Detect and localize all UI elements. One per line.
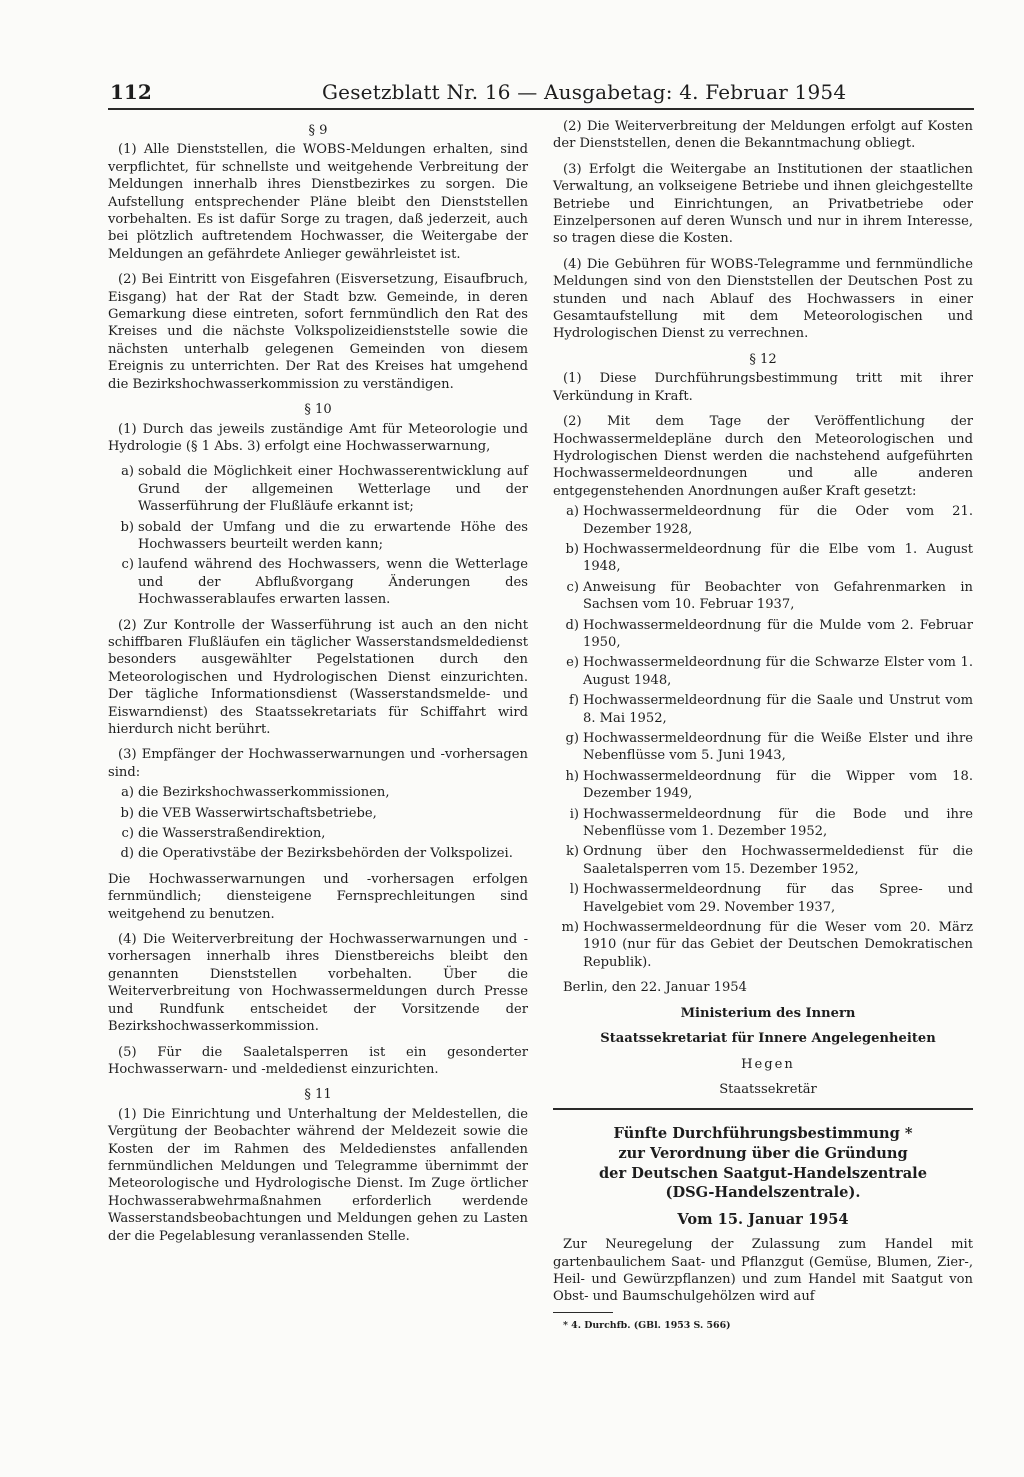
signer-title: Staatssekretär bbox=[719, 1081, 817, 1097]
section-heading: § 10 bbox=[304, 402, 332, 418]
place-date: Berlin, den 22. Januar 1954 bbox=[563, 980, 747, 996]
list-item bbox=[108, 556, 528, 608]
list-text: Hochwassermeldeordnung für die Mulde vom 2. Februar 1950, bbox=[583, 617, 973, 650]
list-text: laufend während des Hochwassers, wenn die Wetterlage und der Abflußvorgang Änderungen des Hochwasserablaufes erwarten lassen. bbox=[138, 557, 528, 608]
paragraph: Zur Neuregelung der Zulassung zum Handel mit gartenbaulichem Saat- und Pflanzgut (Gemüse, Blumen, Zier-, Heil- und Gewürzpflanzen) und zum Handel mit Saatgut von Obst- und Baumschulgehölzen wird auf bbox=[553, 1237, 973, 1305]
paragraph: (4) Die Gebühren für WOBS-Telegramme und fernmündliche Meldungen sind von den Dienststellen der Deutschen Post zu stunden und nach Ablauf des Hochwassers in einer Gesamtaufstellung mit dem Meteorologischen und Hydrologischen Dienst zu verrechnen. bbox=[553, 256, 973, 342]
regulation-title bbox=[553, 1124, 973, 1202]
list-item bbox=[553, 768, 973, 803]
list-item bbox=[553, 806, 973, 841]
list-label: d) bbox=[565, 617, 579, 633]
paragraph: (3) Erfolgt die Weitergabe an Institutionen der staatlichen Verwaltung, an volkseigene Betriebe und ihnen gleichgestellte Betriebe und Einrichtungen, an Privatbetriebe oder Einzelpersonen auf deren Wunsch und nur in ihrem Interesse, so tragen diese die Kosten. bbox=[553, 161, 973, 247]
paragraph: (4) Die Weiterverbreitung der Hochwasserwarnungen und -vorhersagen innerhalb ihres Dienstbereichs bleibt den genannten Dienststellen vorbehalten. Über die Weiterverbreitung von Hochwassermeldungen durch Presse und Rundfunk entscheidet der Vorsitzende der Bezirkshochwasserkommission. bbox=[108, 932, 528, 1035]
list-label: c) bbox=[121, 557, 134, 573]
list-text: die Bezirkshochwasserkommissionen, bbox=[138, 785, 390, 801]
list-item bbox=[108, 784, 528, 801]
list-text: die VEB Wasserwirtschaftsbetriebe, bbox=[138, 805, 377, 821]
list-item bbox=[553, 541, 973, 576]
list-item bbox=[553, 503, 973, 538]
paragraph: (5) Für die Saaletalsperren ist ein gesonderter Hochwasserwarn- und -meldedienst einzurichten. bbox=[108, 1044, 528, 1077]
list bbox=[108, 463, 528, 608]
section-heading: § 11 bbox=[304, 1087, 332, 1103]
section-heading: § 9 bbox=[308, 123, 328, 138]
list-text: Hochwassermeldeordnung für die Wipper vom 18. Dezember 1949, bbox=[583, 768, 973, 802]
list-item bbox=[553, 617, 973, 652]
paragraph: (1) Durch das jeweils zuständige Amt für Meteorologie und Hydrologie (§ 1 Abs. 3) erfolgt eine Hochwasserwarnung, bbox=[108, 421, 528, 454]
list-item bbox=[553, 881, 973, 916]
title-line: der Deutschen Saatgut-Handelszentrale bbox=[598, 1164, 928, 1182]
list-text: Hochwassermeldeordnung für die Oder vom 21. Dezember 1928, bbox=[583, 504, 973, 537]
paragraph: Die Hochwasserwarnungen und -vorhersagen erfolgen fernmündlich; diensteigene Fernsprechleitungen sind weitgehend zu benutzen. bbox=[108, 871, 528, 922]
list-text: Hochwassermeldeordnung für die Bode und ihre Nebenflüsse vom 1. Dezember 1952, bbox=[583, 806, 973, 840]
list-item bbox=[553, 843, 973, 878]
list bbox=[108, 784, 528, 863]
list-item bbox=[108, 463, 528, 515]
list-text: Hochwassermeldeordnung für die Elbe vom 1. August 1948, bbox=[583, 541, 973, 575]
page-number: 112 bbox=[110, 80, 152, 104]
paragraph: (3) Empfänger der Hochwasserwarnungen und -vorhersagen sind: bbox=[108, 747, 528, 780]
list-text: Hochwassermeldeordnung für die Weiße Elster und ihre Nebenflüsse vom 5. Juni 1943, bbox=[583, 731, 973, 764]
page-title: Gesetzblatt Nr. 16 — Ausgabetag: 4. Februar 1954 bbox=[322, 80, 847, 104]
signer-name: Hegen bbox=[741, 1056, 795, 1072]
title-line: zur Verordnung über die Gründung bbox=[618, 1144, 908, 1162]
right-column bbox=[553, 118, 973, 1342]
page-header bbox=[110, 78, 970, 106]
paragraph: (2) Die Weiterverbreitung der Meldungen erfolgt auf Kosten der Dienststellen, denen die Bekanntmachung obliegt. bbox=[553, 119, 973, 152]
paragraph: (2) Mit dem Tage der Veröffentlichung der Hochwassermeldepläne durch den Meteorologischen und Hydrologischen Dienst werden die nachstehend aufgeführten Hochwassermeldeordnungen und alle anderen entgegenstehenden Anordnungen außer Kraft gesetzt: bbox=[553, 414, 973, 499]
list-label: k) bbox=[565, 844, 579, 860]
list-text: Anweisung für Beobachter von Gefahrenmarken in Sachsen vom 10. Februar 1937, bbox=[583, 579, 973, 613]
list-text: Hochwassermeldeordnung für die Saale und Unstrut vom 8. Mai 1952, bbox=[583, 693, 973, 726]
list-item bbox=[108, 519, 528, 554]
list-label: e) bbox=[566, 655, 579, 671]
title-line: (DSG-Handelszentrale). bbox=[665, 1184, 861, 1202]
list-label: a) bbox=[121, 464, 134, 480]
list-text: Hochwassermeldeordnung für die Weser vom 20. März 1910 (nur für das Gebiet der Deutschen Demokratischen Republik). bbox=[583, 920, 973, 970]
list-text: sobald die Möglichkeit einer Hochwasserentwicklung auf Grund der allgemeinen Wetterlage und der Wasserführung der Flußläufe erkannt ist; bbox=[138, 464, 528, 515]
list-label: h) bbox=[565, 768, 579, 784]
list-text: Hochwassermeldeordnung für das Spree- und Havelgebiet vom 29. November 1937, bbox=[583, 882, 973, 915]
header-rule bbox=[108, 108, 974, 110]
paragraph: (2) Zur Kontrolle der Wasserführung ist auch an den nicht schiffbaren Flußläufen ein täglicher Wasserstandsmeldedienst besonders ausgewählter Pegelstationen durch den Meteorologischen und Hydrologischen Dienst einzurichten. Der tägliche Informationsdienst (Wasserstandsmelde- und Eiswarndienst) des Staatssekretariats für Schiffahrt wird hierdurch nicht berührt. bbox=[108, 617, 528, 737]
list-label: a) bbox=[121, 785, 134, 801]
list-text: Hochwassermeldeordnung für die Schwarze Elster vom 1. August 1948, bbox=[583, 655, 973, 688]
list-text: die Wasserstraßendirektion, bbox=[138, 826, 326, 842]
list-label: d) bbox=[120, 846, 134, 862]
list-text: Ordnung über den Hochwassermeldedienst für die Saaletalsperren vom 15. Dezember 1952, bbox=[583, 844, 973, 877]
list-item bbox=[108, 805, 528, 822]
section-divider bbox=[553, 1108, 973, 1110]
list-item bbox=[553, 579, 973, 614]
list-label: c) bbox=[121, 826, 134, 842]
paragraph: (1) Alle Dienststellen, die WOBS-Meldungen erhalten, sind verpflichtet, für schnellste und weitgehende Verbreitung der Meldungen innerhalb ihres Dienstbezirkes zu sorgen. Die Aufstellung entsprechender Pläne bleibt den Dienststellen vorbehalten. Es ist dafür Sorge zu tragen, daß jederzeit, auch bei plötzlich auftretendem Hochwasser, die Weitergabe der Meldungen an gefährdete Anlieger gewährleistet ist. bbox=[108, 142, 528, 262]
ministry-name: Ministerium des Innern bbox=[680, 1005, 856, 1021]
list-label: g) bbox=[565, 731, 579, 746]
list-label: a) bbox=[566, 504, 579, 520]
paragraph: (1) Die Einrichtung und Unterhaltung der Meldestellen, die Vergütung der Beobachter während der Meldezeit sowie die Kosten der im Rahmen des Meldedienstes anfallenden fernmündlichen Meldungen und Telegramme übernimmt der Meteorologische und Hydrologische Dienst. Im Zuge örtlicher Hochwasserabwehrmaßnahmen erforderlich werdende Wasserstandsbeobachtungen und Meldungen gehen zu Lasten der die Pegelablesung veranlassenden Stelle. bbox=[108, 1106, 528, 1244]
list-label: c) bbox=[566, 579, 579, 595]
paragraph: (2) Bei Eintritt von Eisgefahren (Eisversetzung, Eisaufbruch, Eisgang) hat der Rat der Stadt bzw. Gemeinde, in deren Gemarkung diese eintreten, sofort fernmündlich den Rat des Kreises und die nächste Volkspolizeidienststelle sowie die nächsten unterhalb gelegenen Gemeinden von diesem Ereignis zu unterrichten. Der Rat des Kreises hat umgehend die Bezirkshochwasserkommission zu verständigen. bbox=[108, 272, 528, 392]
footnote-rule bbox=[553, 1312, 613, 1313]
list-label: i) bbox=[569, 806, 579, 822]
list-item bbox=[553, 730, 973, 765]
list-item bbox=[553, 654, 973, 689]
list-item bbox=[108, 825, 528, 842]
list-label: b) bbox=[565, 541, 579, 557]
regulation-date: Vom 15. Januar 1954 bbox=[677, 1210, 849, 1228]
list-text: sobald der Umfang und die zu erwartende Höhe des Hochwassers beurteilt werden kann; bbox=[138, 519, 528, 552]
list-item bbox=[108, 845, 528, 862]
list-label: b) bbox=[120, 805, 134, 821]
left-column bbox=[108, 118, 528, 1253]
list-label: m) bbox=[561, 920, 579, 936]
list-label: b) bbox=[120, 519, 134, 535]
paragraph: (1) Diese Durchführungsbestimmung tritt mit ihrer Verkündung in Kraft. bbox=[553, 371, 973, 404]
list-label: l) bbox=[569, 882, 579, 898]
list-text: die Operativstäbe der Bezirksbehörden der Volkspolizei. bbox=[138, 846, 513, 862]
section-heading: § 12 bbox=[749, 351, 777, 367]
list bbox=[553, 503, 973, 971]
list-item bbox=[553, 692, 973, 727]
list-item bbox=[553, 919, 973, 971]
title-line: Fünfte Durchführungsbestimmung * bbox=[613, 1125, 913, 1143]
secretariat-name: Staatssekretariat für Innere Angelegenheiten bbox=[600, 1031, 936, 1047]
list-label: f) bbox=[569, 693, 579, 709]
footnote: * 4. Durchfb. (GBl. 1953 S. 566) bbox=[563, 1319, 731, 1331]
